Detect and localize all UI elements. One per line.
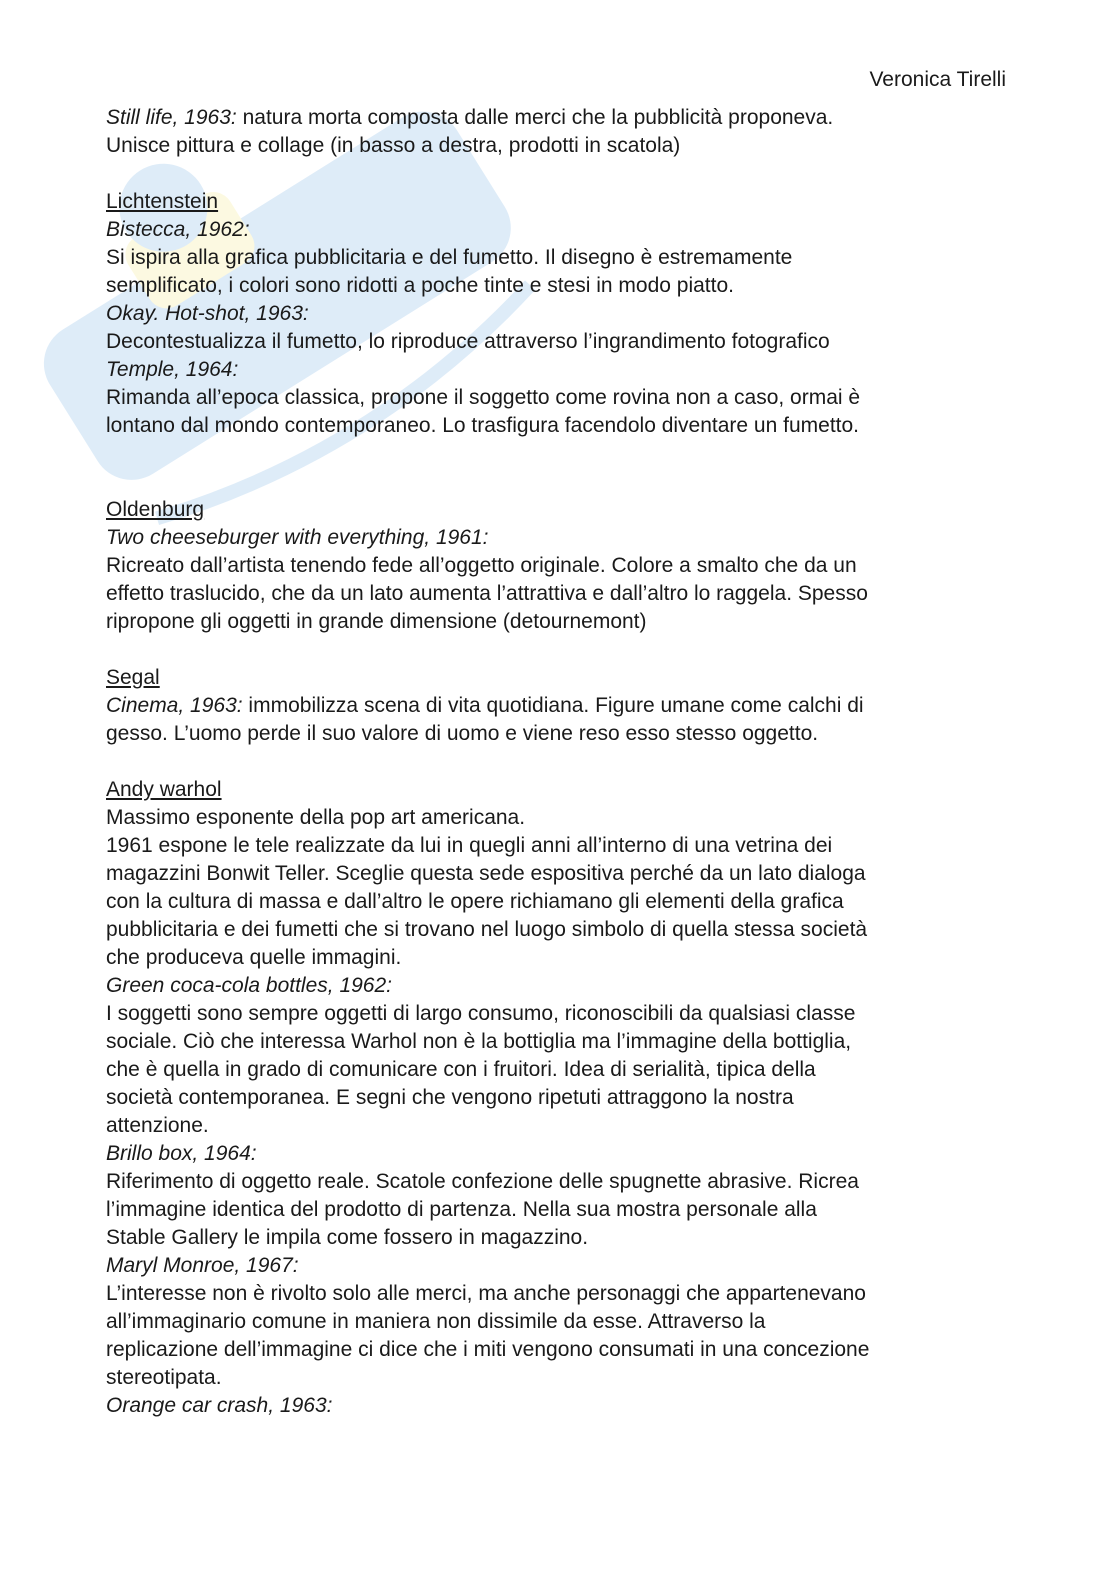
work-title: Brillo box, 1964:: [106, 1142, 257, 1165]
paragraph-line: Riferimento di oggetto reale. Scatole confezione delle spugnette abrasive. Ricrea: [106, 1170, 859, 1193]
paragraph-line: lontano dal mondo contemporaneo. Lo trasfigura facendolo diventare un fumetto.: [106, 414, 859, 437]
paragraph-line: attenzione.: [106, 1114, 209, 1137]
paragraph-line: che è quella in grado di comunicare con i fruitori. Idea di serialità, tipica della: [106, 1058, 816, 1081]
paragraph-line: effetto traslucido, che da un lato aumenta l’attrattiva e dall’altro lo raggela. Spesso: [106, 582, 868, 605]
paragraph-line: L’interesse non è rivolto solo alle merci, ma anche personaggi che appartenevano: [106, 1282, 866, 1305]
paragraph-line: all’immaginario comune in maniera non dissimile da esse. Attraverso la: [106, 1310, 766, 1333]
work-title: Orange car crash, 1963:: [106, 1394, 333, 1417]
author-name: Veronica Tirelli: [869, 68, 1006, 91]
paragraph-line: che produceva quelle immagini.: [106, 946, 402, 969]
paragraph-line: Rimanda all’epoca classica, propone il soggetto come rovina non a caso, ormai è: [106, 386, 861, 409]
paragraph-line: società contemporanea. E segni che vengono ripetuti attraggono la nostra: [106, 1086, 794, 1109]
paragraph-line: ripropone gli oggetti in grande dimensione (detournemont): [106, 610, 647, 633]
work-title: Temple, 1964:: [106, 358, 239, 381]
paragraph-line: Si ispira alla grafica pubblicitaria e del fumetto. Il disegno è estremamente: [106, 246, 793, 269]
work-title: Still life, 1963:: [106, 106, 237, 129]
section-heading-lichtenstein: Lichtenstein: [106, 190, 219, 213]
work-title: Green coca-cola bottles, 1962:: [106, 974, 393, 997]
work-title: Cinema, 1963:: [106, 694, 243, 717]
work-title: Bistecca, 1962:: [106, 218, 250, 241]
work-title: Okay. Hot-shot, 1963:: [106, 302, 309, 325]
paragraph-line: stereotipata.: [106, 1366, 222, 1389]
text: natura morta composta dalle merci che la pubblicità proponeva.: [236, 106, 834, 129]
paragraph-line: Stable Gallery le impila come fossero in magazzino.: [106, 1226, 589, 1249]
section-heading-segal: Segal: [106, 666, 160, 689]
paragraph-line: semplificato, i colori sono ridotti a poche tinte e stesi in modo piatto.: [106, 274, 734, 297]
paragraph-line: magazzini Bonwit Teller. Sceglie questa sede espositiva perché da un lato dialoga: [106, 862, 866, 885]
paragraph-line: replicazione dell’immagine ci dice che i miti vengono consumati in una concezione: [106, 1338, 870, 1361]
paragraph-line: pubblicitaria e dei fumetti che si trovano nel luogo simbolo di quella stessa società: [106, 918, 868, 941]
paragraph-line: Massimo esponente della pop art americana.: [106, 806, 526, 829]
work-title: Two cheeseburger with everything, 1961:: [106, 526, 489, 549]
section-heading-oldenburg: Oldenburg: [106, 498, 205, 521]
segal-line-1: [106, 692, 1006, 720]
still-life-line-1: [106, 104, 1006, 132]
text: immobilizza scena di vita quotidiana. Figure umane come calchi di: [242, 694, 864, 717]
paragraph-line: Unisce pittura e collage (in basso a destra, prodotti in scatola): [106, 134, 681, 157]
section-heading-warhol: Andy warhol: [106, 778, 222, 801]
paragraph-line: Decontestualizza il fumetto, lo riproduce attraverso l’ingrandimento fotografico: [106, 330, 830, 353]
paragraph-line: con la cultura di massa e dall’altro le opere richiamano gli elementi della grafica: [106, 890, 844, 913]
document-body: [106, 104, 1006, 1420]
paragraph-line: I soggetti sono sempre oggetti di largo consumo, riconoscibili da qualsiasi classe: [106, 1002, 856, 1025]
paragraph-line: 1961 espone le tele realizzate da lui in quegli anni all’interno di una vetrina dei: [106, 834, 833, 857]
work-title: Maryl Monroe, 1967:: [106, 1254, 299, 1277]
paragraph-line: l’immagine identica del prodotto di partenza. Nella sua mostra personale alla: [106, 1198, 817, 1221]
paragraph-line: gesso. L’uomo perde il suo valore di uomo e viene reso esso stesso oggetto.: [106, 722, 819, 745]
paragraph-line: sociale. Ciò che interessa Warhol non è la bottiglia ma l’immagine della bottiglia,: [106, 1030, 852, 1053]
paragraph-line: Ricreato dall’artista tenendo fede all’oggetto originale. Colore a smalto che da un: [106, 554, 857, 577]
